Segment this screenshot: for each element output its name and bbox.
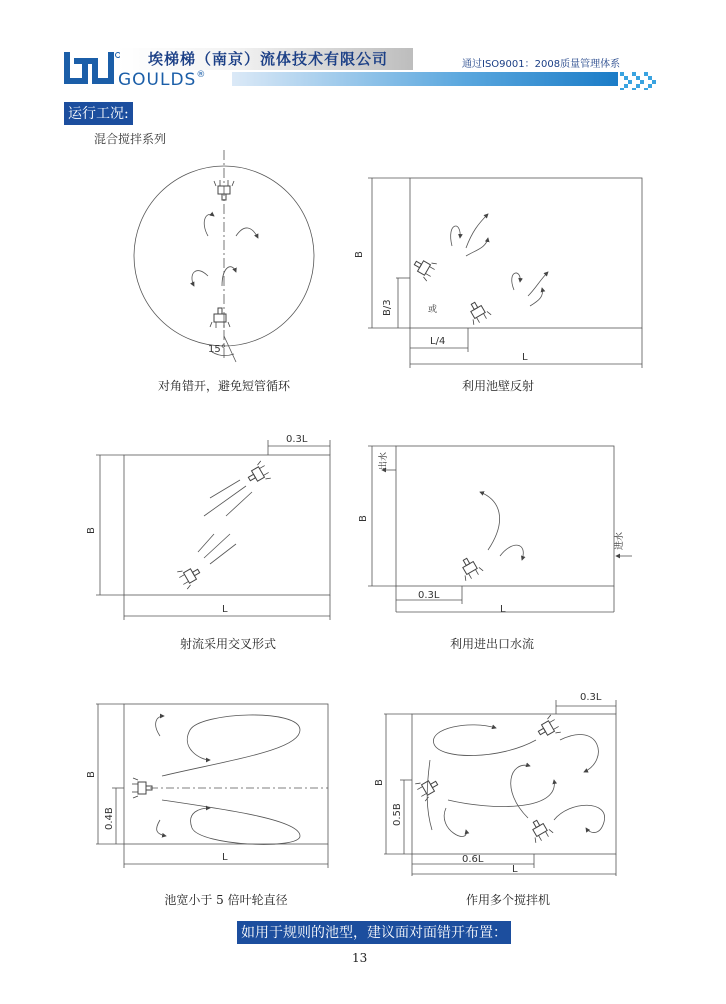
dim-L4: L/4 [430,336,446,347]
dim-0.3L: 0.3L [580,692,602,703]
dim-B3: B/3 [382,299,393,316]
inlet-label: 进水 [615,531,625,550]
outlet-label: 出水 [379,451,389,470]
dim-0.3L: 0.3L [418,590,440,601]
recommendation-banner: 如用于规则的池型，建议面对面错开布置： [237,921,511,944]
angle-label: 15° [208,344,226,355]
dim-0.4B: 0.4B [104,807,115,830]
dim-L: L [522,352,528,363]
page-number: 13 [352,951,368,965]
caption-wall-reflection: 利用池壁反射 [461,379,535,393]
section-tag: 运行工况: [64,102,133,125]
caption-narrow-tank: 池宽小于 5 倍叶轮直径 [164,893,288,907]
caption-inlet-outlet: 利用进出口水流 [449,637,535,651]
caption-multiple-mixers: 作用多个搅拌机 [465,893,551,907]
diagram-wall-reflection [368,178,642,368]
dim-0.6L: 0.6L [462,854,484,865]
diagram-inlet-outlet [368,446,632,612]
brand-name: GOULDS® [118,70,207,90]
dim-0.3L: 0.3L [286,434,308,445]
dim-B: B [374,779,385,786]
section-subtitle: 混合搅拌系列 [94,132,167,146]
diagram-multiple-mixers [384,700,616,876]
dim-0.5B: 0.5B [392,803,403,826]
iso-statement: 通过ISO9001：2008质量管理体系 [462,59,621,70]
dim-L: L [222,852,228,863]
dim-L: L [222,604,228,615]
diagram-diagonal-offset [134,150,314,362]
dim-B: B [86,771,97,778]
dim-B: B [358,515,369,522]
diagram-cross-jets [96,440,330,620]
caption-cross-jets: 射流采用交叉形式 [179,637,277,651]
dim-L: L [512,864,518,875]
dim-B: B [86,527,97,534]
company-name: 埃梯梯（南京）流体技术有限公司 [148,50,389,68]
dim-B: B [354,251,365,258]
diagram-narrow-tank [96,704,328,868]
or-label: 或 [428,305,438,315]
caption-diagonal: 对角错开，避免短管循环 [157,379,291,393]
dim-L: L [500,604,506,615]
